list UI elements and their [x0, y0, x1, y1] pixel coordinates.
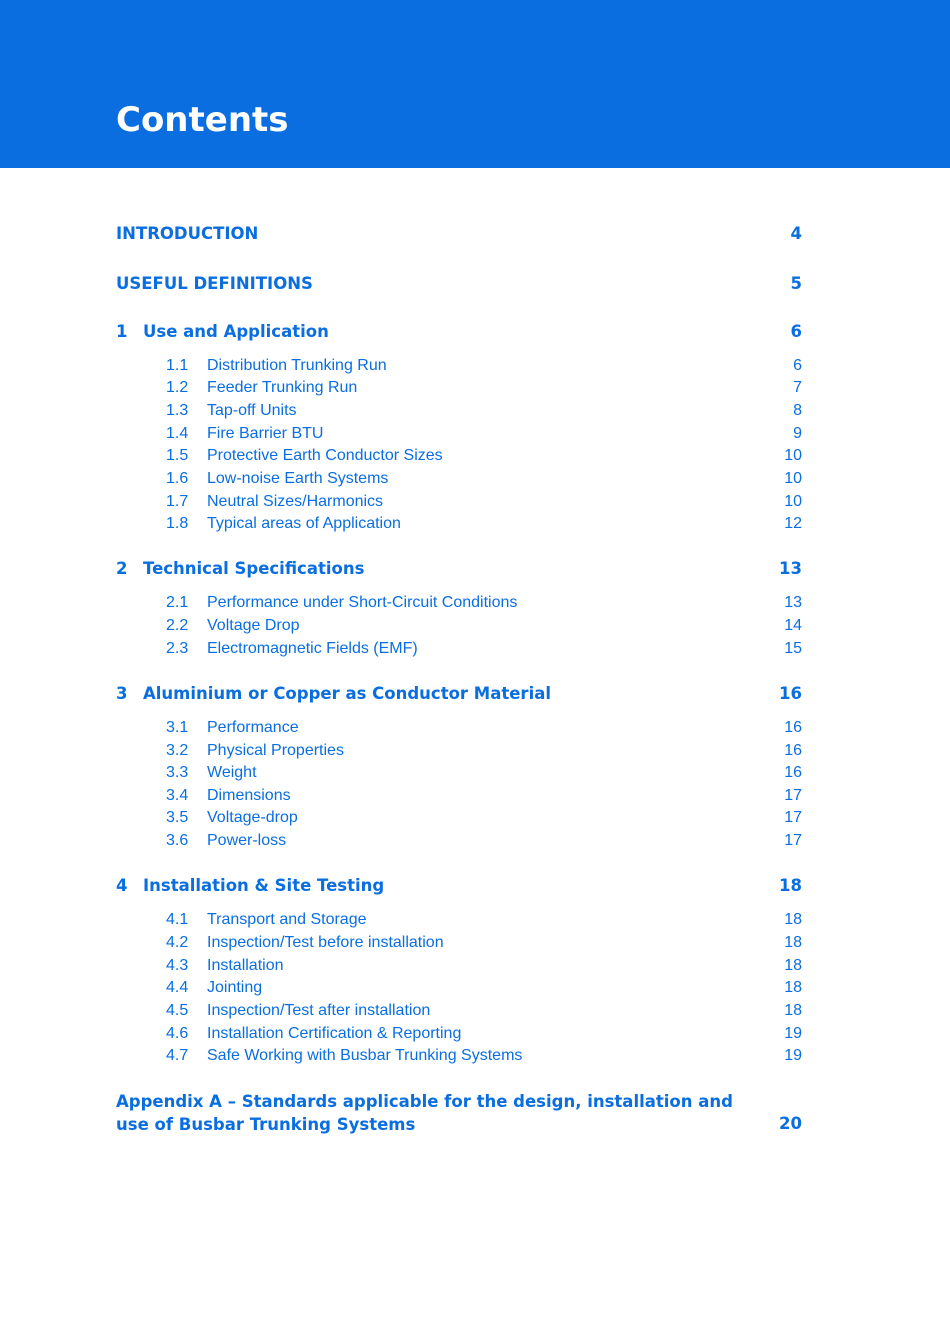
toc-item[interactable]	[0, 717, 950, 739]
toc-item-title: Electromagnetic Fields (EMF)	[207, 640, 418, 657]
toc-item-title: Inspection/Test after installation	[207, 1002, 431, 1019]
toc-entry-page: 4	[790, 224, 802, 243]
toc-section-number: 4	[116, 876, 128, 895]
toc-item-number: 1.2	[166, 379, 189, 396]
toc-item-number: 3.5	[166, 809, 189, 826]
toc-item-title: Performance	[207, 719, 299, 736]
toc-entry-definitions[interactable]	[0, 273, 950, 295]
toc-item-number: 4.2	[166, 934, 189, 951]
toc-item-page: 10	[784, 470, 802, 487]
toc-entry-appendix-line1[interactable]	[0, 1090, 950, 1112]
toc-item[interactable]	[0, 400, 950, 422]
toc-item-page: 18	[784, 934, 802, 951]
toc-item-page: 16	[784, 719, 802, 736]
toc-appendix-page: 20	[779, 1114, 802, 1133]
toc-item-title: Installation Certification & Reporting	[207, 1025, 462, 1042]
toc-item-number: 4.5	[166, 1002, 189, 1019]
toc-section-page: 6	[790, 322, 802, 341]
toc-item[interactable]	[0, 445, 950, 467]
toc-item-number: 2.2	[166, 617, 189, 634]
toc-item[interactable]	[0, 355, 950, 377]
toc-item-title: Dimensions	[207, 787, 291, 804]
toc-item[interactable]	[0, 615, 950, 637]
toc-item-title: Voltage-drop	[207, 809, 298, 826]
toc-item[interactable]	[0, 423, 950, 445]
toc-item[interactable]	[0, 807, 950, 829]
toc-item[interactable]	[0, 1000, 950, 1022]
toc-item-title: Feeder Trunking Run	[207, 379, 358, 396]
toc-item-title: Tap-off Units	[207, 402, 297, 419]
toc-item-number: 4.3	[166, 957, 189, 974]
toc-item[interactable]	[0, 377, 950, 399]
toc-item-title: Power-loss	[207, 832, 287, 849]
toc-item-number: 4.6	[166, 1025, 189, 1042]
toc-item-number: 3.6	[166, 832, 189, 849]
toc-item-title: Physical Properties	[207, 742, 344, 759]
toc-entry-label: INTRODUCTION	[116, 224, 259, 243]
toc-item-page: 18	[784, 1002, 802, 1019]
toc-item-page: 18	[784, 979, 802, 996]
toc-item-page: 15	[784, 640, 802, 657]
toc-item-number: 1.1	[166, 357, 189, 374]
toc-item-page: 17	[784, 832, 802, 849]
toc-item[interactable]	[0, 785, 950, 807]
toc-section-page: 18	[779, 876, 802, 895]
toc-item-title: Voltage Drop	[207, 617, 300, 634]
toc-item[interactable]	[0, 932, 950, 954]
toc-item-page: 16	[784, 742, 802, 759]
toc-item-title: Transport and Storage	[207, 911, 367, 928]
toc-item-page: 16	[784, 764, 802, 781]
toc-item-number: 1.3	[166, 402, 189, 419]
toc-section-number: 1	[116, 322, 128, 341]
toc-item[interactable]	[0, 955, 950, 977]
toc-item-title: Fire Barrier BTU	[207, 425, 324, 442]
toc-item[interactable]	[0, 638, 950, 660]
toc-entry-appendix-line2[interactable]	[0, 1113, 950, 1135]
toc-item-number: 1.5	[166, 447, 189, 464]
toc-item[interactable]	[0, 1023, 950, 1045]
toc-item-title: Protective Earth Conductor Sizes	[207, 447, 443, 464]
toc-section-title: Technical Specifications	[143, 559, 365, 578]
toc-item-page: 13	[784, 594, 802, 611]
toc-item-page: 10	[784, 493, 802, 510]
toc-section-page: 13	[779, 559, 802, 578]
toc-section-number: 2	[116, 559, 128, 578]
toc-item-title: Distribution Trunking Run	[207, 357, 387, 374]
toc-item-title: Safe Working with Busbar Trunking Systems	[207, 1047, 523, 1064]
toc-item[interactable]	[0, 468, 950, 490]
toc-item-number: 1.8	[166, 515, 189, 532]
toc-appendix-title-line1: Appendix A – Standards applicable for the design, installation and	[116, 1092, 733, 1111]
toc-item-title: Performance under Short-Circuit Conditions	[207, 594, 518, 611]
toc-item-title: Low-noise Earth Systems	[207, 470, 389, 487]
toc-section-title: Aluminium or Copper as Conductor Material	[143, 684, 552, 703]
toc-item-page: 18	[784, 911, 802, 928]
toc-item-number: 4.4	[166, 979, 189, 996]
toc-item[interactable]	[0, 977, 950, 999]
toc-entry-label: USEFUL DEFINITIONS	[116, 274, 313, 293]
toc-entry-page: 5	[790, 274, 802, 293]
toc-item[interactable]	[0, 491, 950, 513]
toc-item-page: 8	[793, 402, 802, 419]
toc-item-number: 1.4	[166, 425, 189, 442]
toc-item[interactable]	[0, 513, 950, 535]
toc-item-number: 1.6	[166, 470, 189, 487]
toc-item-title: Installation	[207, 957, 284, 974]
toc-section-title: Installation & Site Testing	[143, 876, 385, 895]
toc-section-3[interactable]	[0, 683, 950, 705]
toc-item-page: 9	[793, 425, 802, 442]
toc-section-1[interactable]	[0, 321, 950, 343]
toc-item-number: 1.7	[166, 493, 189, 510]
toc-item[interactable]	[0, 762, 950, 784]
toc-item-page: 17	[784, 809, 802, 826]
toc-item-page: 6	[793, 357, 802, 374]
toc-appendix-title-line2: use of Busbar Trunking Systems	[116, 1115, 416, 1134]
toc-item-title: Weight	[207, 764, 257, 781]
toc-item-page: 19	[784, 1047, 802, 1064]
page-header	[0, 0, 950, 168]
toc-item-page: 17	[784, 787, 802, 804]
toc-item[interactable]	[0, 830, 950, 852]
toc-item-page: 18	[784, 957, 802, 974]
toc-item[interactable]	[0, 1045, 950, 1067]
toc-item-number: 3.2	[166, 742, 189, 759]
page-title: Contents	[116, 100, 289, 140]
toc-item-page: 19	[784, 1025, 802, 1042]
toc-item-title: Typical areas of Application	[207, 515, 401, 532]
toc-section-number: 3	[116, 684, 128, 703]
toc-item-page: 14	[784, 617, 802, 634]
toc-item[interactable]	[0, 740, 950, 762]
toc-section-title: Use and Application	[143, 322, 329, 341]
toc-item[interactable]	[0, 592, 950, 614]
toc-item-title: Jointing	[207, 979, 263, 996]
toc-item-number: 4.7	[166, 1047, 189, 1064]
toc-item[interactable]	[0, 909, 950, 931]
toc-item-number: 2.3	[166, 640, 189, 657]
toc-section-4[interactable]	[0, 875, 950, 897]
toc-item-page: 10	[784, 447, 802, 464]
toc-item-title: Inspection/Test before installation	[207, 934, 444, 951]
toc-item-number: 3.4	[166, 787, 189, 804]
toc-section-2[interactable]	[0, 558, 950, 580]
toc-item-number: 3.3	[166, 764, 189, 781]
toc-item-number: 2.1	[166, 594, 189, 611]
toc-item-number: 4.1	[166, 911, 189, 928]
toc-item-number: 3.1	[166, 719, 189, 736]
toc-entry-introduction[interactable]	[0, 223, 950, 245]
toc-section-page: 16	[779, 684, 802, 703]
toc-item-page: 7	[793, 379, 802, 396]
toc-item-title: Neutral Sizes/Harmonics	[207, 493, 384, 510]
toc-item-page: 12	[784, 515, 802, 532]
